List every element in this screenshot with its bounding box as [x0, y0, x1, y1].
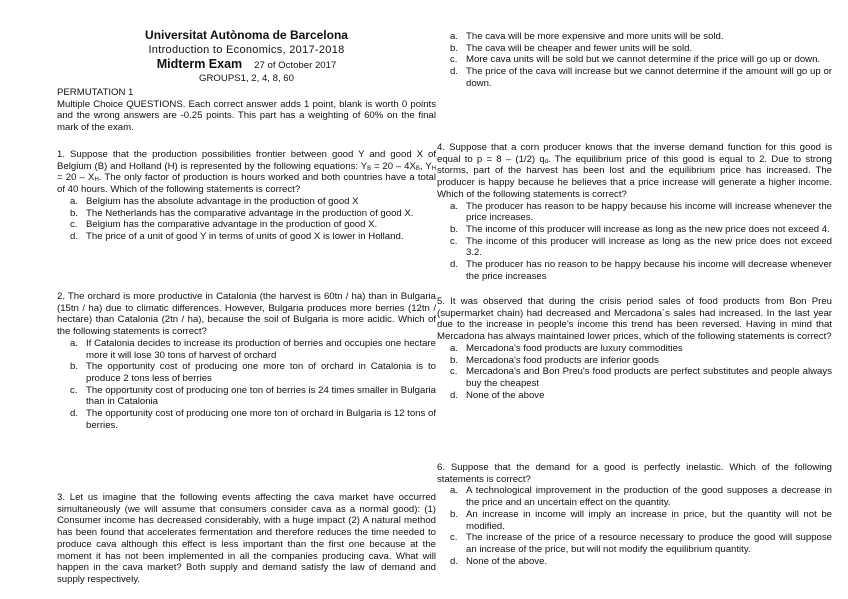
option: c. Mercadona's and Bon Preu's food products are perfect substitutes and people always buy the cheapest [450, 366, 832, 389]
question-5-text: 5. It was observed that during the crisis period sales of food products from Bon Preu (supermarket chain) had decreased and Mercadona´s sales had increased. In the last year due to the increase in people's income this trend has been reversed. Having in mind that Mercadona has always maintained lower prices, which of the following statements is correct? [437, 296, 832, 343]
option: b. Mercadona's food products are inferior goods [450, 354, 659, 366]
question-5 [437, 296, 832, 401]
question-6-text: 6. Suppose that the demand for a good is perfectly inelastic. Which of the following statements is correct? [437, 462, 832, 485]
option: b. The Netherlands has the comparative advantage in the production of good X. [70, 207, 414, 219]
university-name: Universitat Autònoma de Barcelona [145, 28, 348, 42]
permutation-label: PERMUTATION 1 [57, 87, 134, 98]
intro [57, 87, 436, 134]
question-6 [437, 462, 832, 567]
question-4-text: 4. Suppose that a corn producer knows that the inverse demand function for this good is equal to p = 8 – (1/2) $q_d$. The equilibrium price of this good is equal to 2. Due to strong storms, part of the harvest has been lost and the equilibrium price has increased. The producer is happy because he believes that a price increase will generate a higher income. Which of the following statements is correct? [437, 142, 832, 200]
option: d. The price of the cava will increase but we cannot determine if the amount will go up or down. [450, 66, 832, 89]
option: c. Belgium has the comparative advantage in the production of good X. [70, 219, 378, 231]
option: b. An increase in income will imply an increase in price, but the quantity will not be modified. [450, 508, 832, 532]
option: d. None of the above [450, 389, 545, 401]
option: b. The opportunity cost of producing one more ton of orchard in Catalonia is to produce 2 tons less of berries [70, 361, 436, 384]
question-2-options [57, 338, 436, 432]
question-1-options [57, 196, 436, 243]
option: a. If Catalonia decides to increase its production of berries and occupies one hectare more it will lose 30 tons of harvest of orchard [70, 337, 436, 361]
question-2 [57, 291, 436, 431]
question-3-text: 3. Let us imagine that the following events affecting the cava market have occurred simultaneously (we will assume that consumers consider cava as a normal good): (1) Consumer income has decreased considerably, with a huge impact (2) A natural method has been found that accelerates fermentation and therefore reduces the time needed to produce cava although this effect is less important than the first one because at the moment it has not been implemented in all the companies producing cava. What will happen in the cava market? Both supply and demand satisfy the law of demand and supply respectively. [57, 492, 436, 585]
exam-title-line [57, 57, 436, 73]
instructions: Multiple Choice QUESTIONS. Each correct answer adds 1 point, blank is worth 0 points and the wrong answers are -0.25 points. This part has a weighting of 60% on the final mark of the exam. [57, 98, 436, 134]
option: c. The opportunity cost of producing one ton of berries is 24 times smaller in Bulgaria than in Catalonia [70, 384, 436, 408]
question-1 [57, 149, 436, 243]
course-title: Introduction to Economics, 2017-2018 [148, 44, 345, 56]
question-4-options [437, 201, 832, 283]
option: c. The income of this producer will increase as long as the new price does not exceed 3.2. [450, 235, 832, 259]
exam-header [57, 28, 436, 85]
option: d. The price of a unit of good Y in terms of units of good X is lower in Holland. [70, 230, 404, 242]
option: a. The producer has reason to be happy because his income will increase whenever the price increases. [450, 200, 832, 224]
question-3-options [437, 31, 832, 90]
option: b. The income of this producer will increase as long as the new price does not exceed 4. [450, 223, 830, 235]
option: d. The producer has no reason to be happy because his income will decrease whenever the price increases [450, 259, 832, 282]
question-5-options [437, 343, 832, 402]
question-3-options-block [437, 31, 832, 90]
option: c. More cava units will be sold but we cannot determine if the price will go up or down. [450, 54, 821, 66]
question-6-options [437, 485, 832, 567]
option: a. Mercadona's food products are luxury commodities [450, 342, 683, 354]
exam-title: Midterm Exam [156, 57, 243, 71]
question-4 [437, 142, 832, 282]
question-1-text: 1. Suppose that the production possibilities frontier between good Y and good X of Belgium (B) and Holland (H) is represented by the following equations: $Y_B = 20 - 4X_B$, $Y_H = 20 - X_H$. The only factor of production is hours worked and both countries have a total of 40 hours. Which of the following statements is correct? [57, 149, 436, 196]
option: c. The increase of the price of a resource necessary to produce the good will suppose an increase of the price, but will not modify the equilibrium quantity. [450, 532, 832, 555]
option: d. The opportunity cost of producing one more ton of orchard in Bulgaria is 12 tons of berries. [70, 408, 436, 431]
option: d. None of the above. [450, 555, 548, 567]
question-3 [57, 492, 436, 586]
option: a. The cava will be more expensive and more units will be sold. [450, 31, 724, 42]
option: b. The cava will be cheaper and fewer units will be sold. [450, 42, 693, 54]
groups: GROUPS1, 2, 4, 8, 60 [199, 73, 294, 84]
exam-date: 27 of October 2017 [254, 60, 337, 71]
question-2-text: 2. The orchard is more productive in Catalonia (the harvest is 60tn / ha) than in Bulgaria (15tn / ha) due to climatic differences. However, Bulgaria produces more berries (12tn / hectare) than Catalonia (2tn / ha), because the soil of Bulgaria is more acidic. Which of the following statements is correct? [57, 291, 436, 338]
option: a. Belgium has the absolute advantage in the production of good X [70, 195, 359, 207]
option: a. A technological improvement in the production of the good supposes a decrease in the price and an uncertain effect on the quantity. [450, 485, 832, 509]
